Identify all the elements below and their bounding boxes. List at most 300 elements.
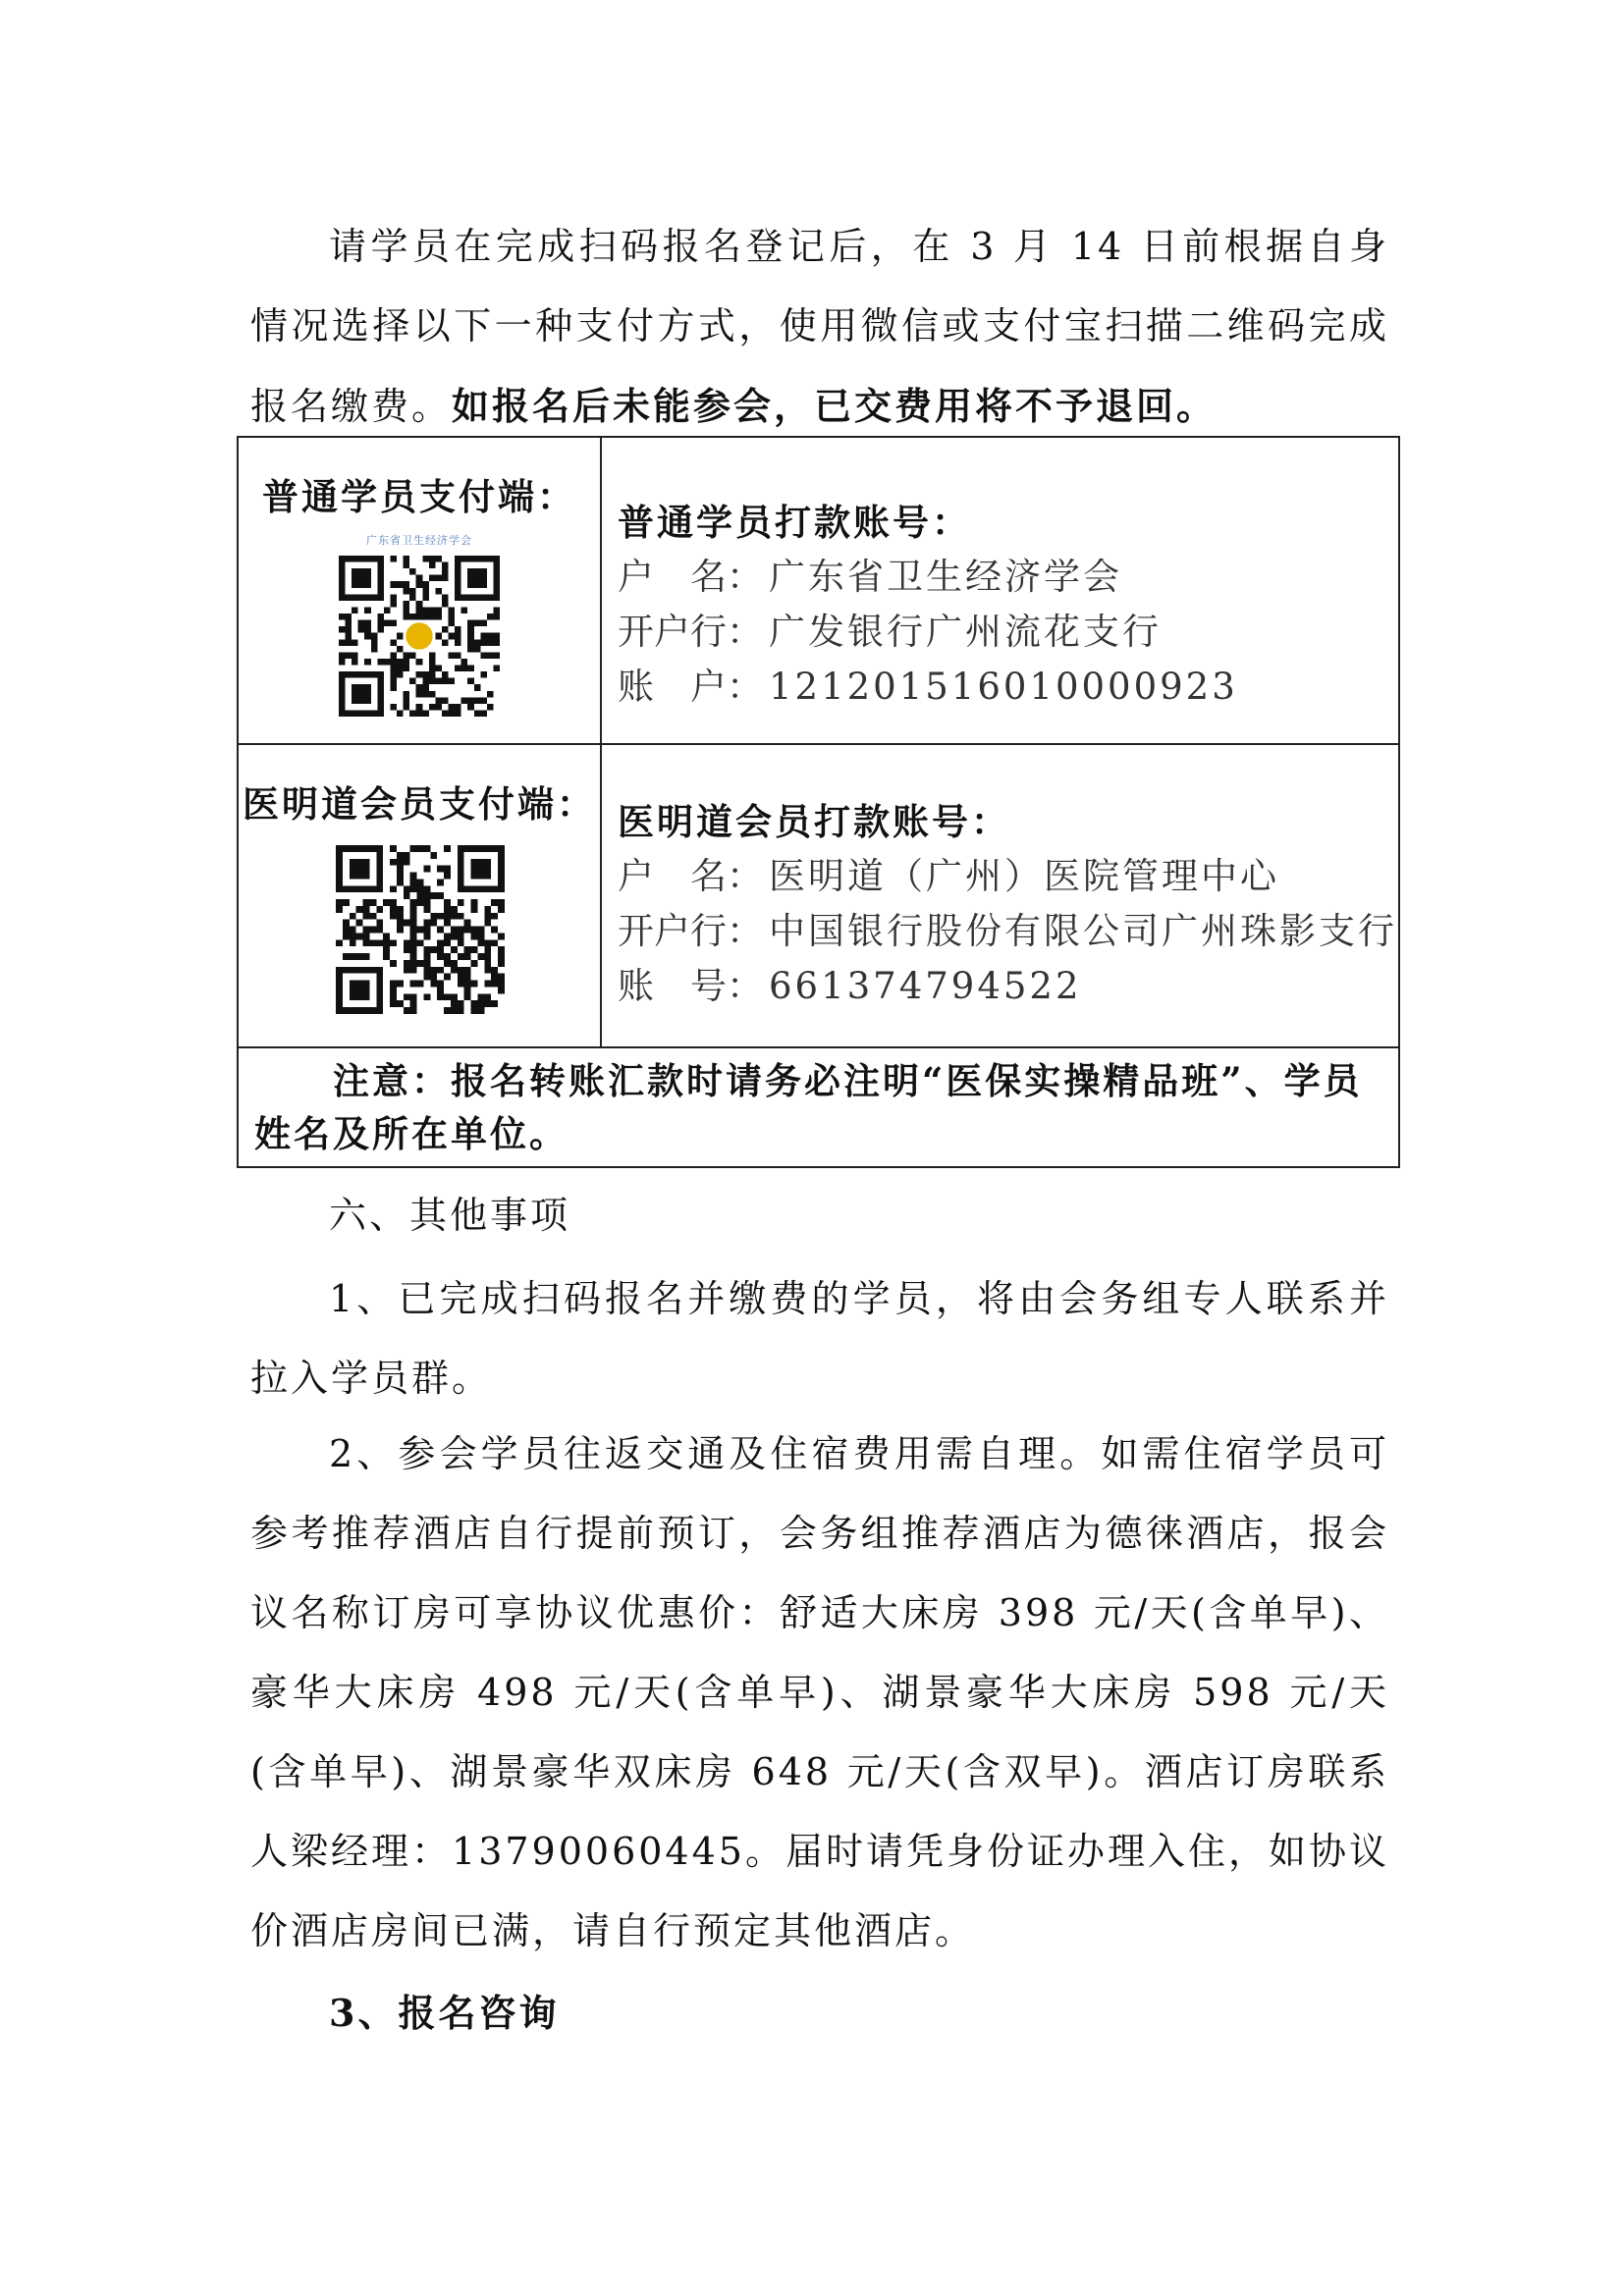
qr-module: [480, 620, 487, 627]
payment-note: 注意：报名转账汇款时请务必注明“医保实操精品班”、学员姓名及所在单位。: [254, 1059, 1363, 1155]
qr-module: [416, 607, 423, 614]
qr-module: [410, 933, 417, 939]
qr-module: [458, 967, 464, 974]
regular-account-name-line: [618, 550, 1398, 605]
qr-module: [417, 899, 424, 906]
payment-row-regular: [238, 437, 1399, 744]
qr-module: [464, 987, 471, 993]
qr-module: [383, 939, 390, 946]
qr-module: [417, 885, 424, 892]
qr-module: [437, 981, 444, 988]
qr-module: [369, 939, 376, 946]
member-bank-line: [618, 904, 1398, 959]
qr-module: [444, 933, 451, 939]
payment-row-member: [238, 744, 1399, 1047]
qr-module: [471, 981, 478, 988]
qr-module: [451, 1007, 458, 1014]
qr-module: [410, 906, 417, 913]
qr-module: [491, 974, 498, 981]
qr-module: [498, 960, 505, 967]
qr-module: [343, 920, 350, 927]
qr-module: [471, 899, 478, 906]
qr-module: [449, 620, 456, 627]
qr-module: [397, 873, 404, 880]
qr-module: [410, 993, 417, 1000]
member-account-cell: [601, 744, 1399, 1047]
qr-finder-inner: [467, 568, 487, 588]
qr-module: [410, 1000, 417, 1007]
qr-module: [404, 588, 410, 595]
qr-module: [423, 953, 430, 960]
qr-module: [491, 913, 498, 920]
qr-module: [390, 601, 397, 608]
qr-module: [422, 678, 429, 685]
qr-module: [442, 594, 449, 601]
qr-module: [477, 927, 484, 934]
qr-module: [444, 866, 451, 873]
qr-module: [410, 1007, 417, 1014]
qr-module: [487, 614, 494, 620]
qr-module: [410, 845, 417, 852]
qr-module: [390, 885, 397, 892]
intro-text: 请学员在完成扫码报名登记后，在 3 月 14 日前根据自身情况选择以下一种支付方式，使用微信或支付宝扫描二维码完成报名缴费。: [250, 225, 1389, 428]
qr-module: [487, 633, 494, 640]
qr-module: [390, 659, 397, 666]
qr-module: [435, 556, 442, 562]
qr-module: [390, 987, 397, 993]
qr-module: [437, 939, 444, 946]
qr-module: [339, 652, 346, 659]
qr-module: [423, 993, 430, 1000]
qr-module: [336, 939, 343, 946]
qr-module: [358, 620, 365, 627]
qr-module: [464, 946, 471, 953]
qr-module: [430, 946, 437, 953]
qr-module: [416, 710, 423, 717]
qr-module: [339, 659, 346, 666]
qr-module: [467, 626, 474, 633]
qr-module: [410, 967, 417, 974]
qr-module: [474, 639, 481, 646]
qr-module: [471, 927, 478, 934]
qr-module: [383, 933, 390, 939]
qr-module: [437, 953, 444, 960]
qr-module: [437, 987, 444, 993]
qr-module: [455, 710, 461, 717]
qr-module: [390, 906, 397, 913]
qr-module: [384, 607, 391, 614]
qr-module: [484, 920, 491, 927]
qr-module: [429, 691, 436, 698]
qr-module: [346, 652, 352, 659]
qr-module: [477, 1000, 484, 1007]
qr-module: [404, 704, 410, 711]
qr-module: [390, 981, 397, 988]
qr-module: [350, 953, 356, 960]
qr-module: [390, 939, 397, 946]
qr-module: [451, 927, 458, 934]
qr-module: [449, 633, 456, 640]
qr-module: [404, 960, 410, 967]
qr-module: [404, 920, 410, 927]
qr-module: [397, 671, 404, 678]
qr-module: [417, 892, 424, 899]
qr-module: [455, 639, 461, 646]
qr-module: [422, 607, 429, 614]
qr-module: [429, 562, 436, 569]
qr-module: [493, 614, 500, 620]
qr-module: [364, 633, 371, 640]
qr-module: [404, 581, 410, 588]
regular-account-number-line: [618, 660, 1398, 715]
qr-module: [451, 967, 458, 974]
qr-module: [471, 1000, 478, 1007]
qr-module: [471, 906, 478, 913]
qr-module: [484, 906, 491, 913]
qr-module: [491, 1000, 498, 1007]
qr-module: [397, 906, 404, 913]
qr-module: [449, 652, 456, 659]
qr-module: [364, 620, 371, 627]
qr-finder-inner: [350, 981, 370, 1001]
qr-module: [423, 899, 430, 906]
qr-module: [442, 601, 449, 608]
payment-note-row: [238, 1047, 1399, 1167]
qr-module: [437, 993, 444, 1000]
qr-module: [390, 594, 397, 601]
qr-module: [458, 953, 464, 960]
qr-module: [422, 588, 429, 595]
qr-module: [449, 704, 456, 711]
qr-module: [350, 933, 356, 939]
qr-module: [404, 852, 410, 859]
qr-module: [404, 659, 410, 666]
qr-module: [404, 691, 410, 698]
qr-module: [458, 899, 464, 906]
qr-module: [423, 920, 430, 927]
qr-module: [493, 666, 500, 672]
qr-module: [422, 691, 429, 698]
qr-module: [404, 652, 410, 659]
qr-module: [461, 607, 468, 614]
qr-module: [343, 933, 350, 939]
qr-module: [444, 920, 451, 927]
payment-note-cell: [238, 1047, 1399, 1167]
qr-module: [464, 993, 471, 1000]
qr-module: [377, 659, 384, 666]
qr-module: [358, 626, 365, 633]
qr-module: [339, 614, 346, 620]
qr-module: [451, 933, 458, 939]
qr-finder-inner: [352, 684, 371, 704]
qr-module: [435, 697, 442, 704]
qr-module: [410, 953, 417, 960]
qr-finder-inner: [471, 859, 492, 880]
qr-module: [390, 671, 397, 678]
qr-module: [451, 906, 458, 913]
member-bank-value: 中国银行股份有限公司广州珠影支行: [769, 910, 1397, 952]
qr-module: [384, 659, 391, 666]
regular-bank-label: 开户行：: [618, 611, 763, 653]
qr-module: [346, 633, 352, 640]
qr-module: [417, 960, 424, 967]
qr-module: [477, 939, 484, 946]
qr-module: [363, 899, 370, 906]
qr-module: [474, 710, 481, 717]
qr-module: [369, 899, 376, 906]
qr-module: [474, 620, 481, 627]
qr-module: [339, 639, 346, 646]
qr-module: [430, 892, 437, 899]
member-account-title: 医明道会员打款账号：: [618, 800, 1010, 843]
qr-module: [442, 671, 449, 678]
qr-module: [371, 639, 378, 646]
qr-finder-inner: [350, 859, 370, 880]
qr-module: [376, 927, 383, 934]
qr-module: [410, 927, 417, 934]
qr-module: [429, 704, 436, 711]
qr-module: [404, 1007, 410, 1014]
qr-module: [417, 879, 424, 885]
qr-module: [484, 953, 491, 960]
qr-module: [474, 697, 481, 704]
qr-module: [409, 678, 416, 685]
qr-module: [404, 607, 410, 614]
qr-module: [442, 710, 449, 717]
item-3: 3、报名咨询: [329, 1991, 560, 2035]
qr-module: [416, 704, 423, 711]
qr-module: [356, 953, 363, 960]
qr-module: [444, 873, 451, 880]
qr-module: [429, 652, 436, 659]
qr-module: [493, 633, 500, 640]
qr-module: [435, 607, 442, 614]
qr-module: [423, 927, 430, 934]
qr-module: [397, 633, 404, 640]
qr-module: [464, 953, 471, 960]
qr-module: [404, 967, 410, 974]
qr-module: [339, 626, 346, 633]
qr-module: [487, 652, 494, 659]
qr-module: [484, 981, 491, 988]
payment-table: [237, 436, 1400, 1168]
qr-module: [352, 607, 358, 614]
qr-module: [390, 993, 397, 1000]
qr-module: [487, 704, 494, 711]
qr-module: [336, 906, 343, 913]
qr-module: [422, 710, 429, 717]
qr-module: [343, 927, 350, 934]
regular-qr-code[interactable]: [339, 556, 500, 717]
qr-module: [467, 633, 474, 640]
qr-module: [464, 967, 471, 974]
qr-module: [442, 678, 449, 685]
qr-module: [404, 939, 410, 946]
regular-qr-block: [336, 532, 503, 725]
qr-module: [352, 639, 358, 646]
qr-module: [451, 960, 458, 967]
qr-module: [449, 614, 456, 620]
qr-module: [444, 899, 451, 906]
qr-module: [417, 981, 424, 988]
qr-module: [437, 866, 444, 873]
qr-module: [474, 646, 481, 653]
qr-module: [417, 939, 424, 946]
qr-module: [397, 913, 404, 920]
qr-module: [390, 859, 397, 866]
qr-module: [363, 906, 370, 913]
regular-name-label: 户 名：: [618, 556, 763, 598]
qr-module: [410, 981, 417, 988]
qr-module: [444, 906, 451, 913]
qr-module: [493, 639, 500, 646]
qr-module: [397, 927, 404, 934]
qr-module: [493, 607, 500, 614]
qr-module: [498, 981, 505, 988]
qr-module: [404, 993, 410, 1000]
qr-module: [467, 646, 474, 653]
qr-module: [417, 845, 424, 852]
qr-module: [437, 879, 444, 885]
qr-module: [409, 568, 416, 575]
qr-module: [491, 927, 498, 934]
qr-module: [455, 633, 461, 640]
qr-module: [423, 960, 430, 967]
qr-module: [435, 704, 442, 711]
qr-module: [404, 556, 410, 562]
qr-module: [442, 568, 449, 575]
qr-module: [404, 666, 410, 672]
qr-module: [390, 666, 397, 672]
section-title: 六、其他事项: [329, 1194, 571, 1237]
qr-module: [467, 639, 474, 646]
qr-module: [484, 1000, 491, 1007]
qr-module: [464, 974, 471, 981]
qr-module: [390, 1000, 397, 1007]
qr-module: [376, 906, 383, 913]
qr-module: [397, 852, 404, 859]
qr-module: [423, 892, 430, 899]
qr-module: [430, 913, 437, 920]
qr-finder-inner: [352, 568, 371, 588]
qr-module: [444, 845, 451, 852]
qr-module: [364, 626, 371, 633]
qr-module: [404, 697, 410, 704]
qr-module: [467, 678, 474, 685]
qr-module: [377, 614, 384, 620]
qr-module: [423, 885, 430, 892]
qr-module: [422, 594, 429, 601]
qr-module: [416, 575, 423, 582]
member-account-label: 账 号：: [618, 965, 763, 1007]
qr-module: [449, 710, 456, 717]
qr-module: [422, 581, 429, 588]
qr-module: [461, 666, 468, 672]
regular-account-cell: [601, 437, 1399, 744]
qr-module: [449, 607, 456, 614]
qr-module: [410, 899, 417, 906]
member-qr-block: [336, 845, 503, 1023]
qr-module: [477, 1007, 484, 1014]
member-portal-label: 医明道会员支付端：: [243, 782, 596, 826]
qr-module: [471, 1007, 478, 1014]
qr-module: [363, 953, 370, 960]
qr-module: [464, 981, 471, 988]
qr-module: [404, 562, 410, 569]
qr-module: [451, 993, 458, 1000]
qr-module: [435, 633, 442, 640]
qr-module: [409, 710, 416, 717]
intro-paragraph: [250, 207, 1389, 447]
qr-module: [458, 913, 464, 920]
qr-module: [404, 885, 410, 892]
qr-module: [442, 626, 449, 633]
qr-module: [467, 666, 474, 672]
qr-module: [352, 652, 358, 659]
qr-module: [455, 704, 461, 711]
qr-module: [390, 678, 397, 685]
qr-module: [343, 953, 350, 960]
qr-module: [376, 920, 383, 927]
qr-module: [435, 588, 442, 595]
qr-module: [491, 899, 498, 906]
qr-module: [444, 939, 451, 946]
qr-module: [410, 879, 417, 885]
qr-module: [422, 684, 429, 691]
qr-module: [498, 974, 505, 981]
qr-module: [410, 946, 417, 953]
qr-module: [474, 684, 481, 691]
member-account-value: 661374794522: [769, 965, 1082, 1007]
qr-module: [442, 697, 449, 704]
qr-module: [429, 678, 436, 685]
qr-module: [336, 899, 343, 906]
qr-module: [429, 659, 436, 666]
qr-module: [451, 946, 458, 953]
qr-module: [363, 933, 370, 939]
qr-module: [364, 659, 371, 666]
qr-module: [429, 666, 436, 672]
qr-module: [350, 939, 356, 946]
qr-module: [458, 974, 464, 981]
qr-module: [498, 953, 505, 960]
qr-module: [410, 913, 417, 920]
qr-module: [484, 960, 491, 967]
qr-module: [430, 920, 437, 927]
qr-module: [442, 639, 449, 646]
qr-module: [383, 899, 390, 906]
qr-module: [363, 927, 370, 934]
member-qr-code[interactable]: [336, 845, 505, 1014]
qr-module: [417, 927, 424, 934]
qr-module: [383, 946, 390, 953]
qr-module: [480, 710, 487, 717]
qr-module: [397, 920, 404, 927]
qr-module: [423, 967, 430, 974]
qr-module: [437, 913, 444, 920]
qr-module: [498, 899, 505, 906]
qr-module: [444, 1007, 451, 1014]
qr-module: [343, 899, 350, 906]
qr-module: [377, 620, 384, 627]
qr-module: [458, 1007, 464, 1014]
qr-module: [429, 607, 436, 614]
member-account-number-line: [618, 959, 1398, 1014]
qr-module: [397, 1000, 404, 1007]
qr-module: [410, 960, 417, 967]
member-name-value: 医明道（广州）医院管理中心: [769, 855, 1279, 897]
qr-module: [390, 652, 397, 659]
